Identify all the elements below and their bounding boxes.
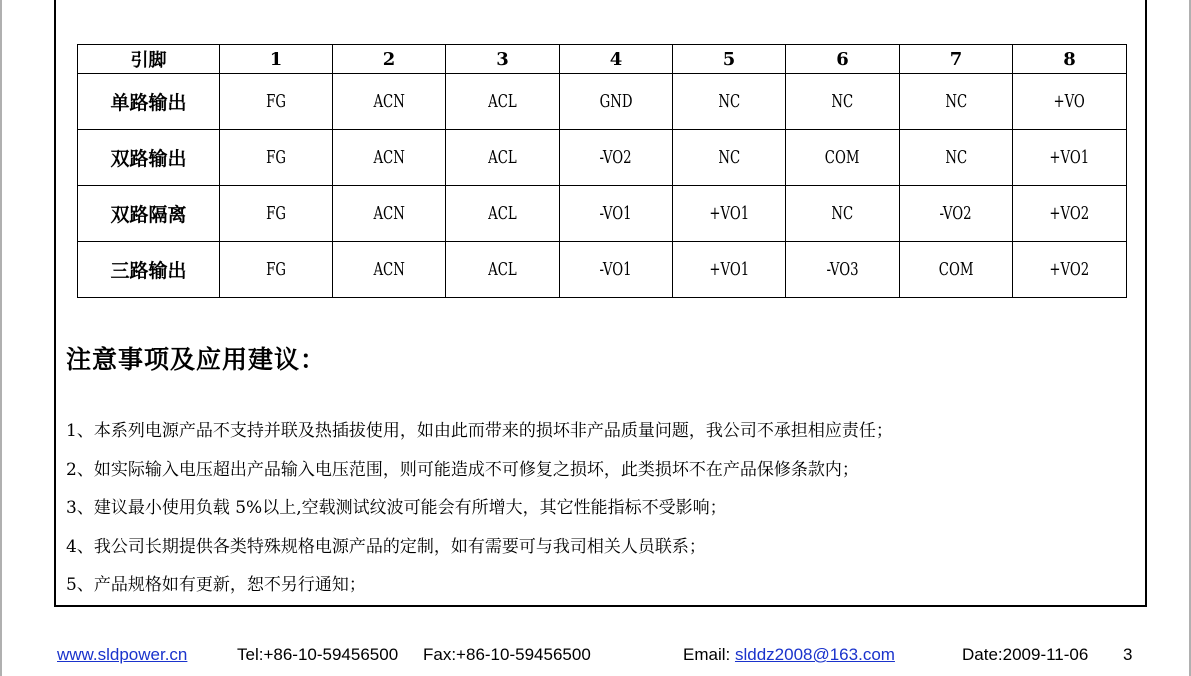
- table-cell: +VO: [1013, 74, 1127, 130]
- footer-email: [683, 645, 895, 665]
- table-cell: +VO2: [1013, 242, 1127, 298]
- note-item-1: 1、本系列电源产品不支持并联及热插拔使用，如由此而带来的损坏非产品质量问题，我公司不承担相应责任；: [66, 421, 893, 441]
- left-edge-line: [0, 0, 2, 676]
- header-cell: 4: [560, 45, 673, 74]
- row-label-triple-output: 三路输出: [78, 242, 220, 298]
- table-cell: ACL: [446, 242, 560, 298]
- table-cell: NC: [786, 186, 900, 242]
- table-cell: FG: [220, 74, 333, 130]
- table-cell: NC: [786, 74, 900, 130]
- website-link[interactable]: www.sldpower.cn: [57, 645, 188, 664]
- page-footer: [0, 645, 1191, 667]
- table-cell: ACN: [333, 242, 446, 298]
- table-cell: FG: [220, 186, 333, 242]
- table-cell: ACL: [446, 186, 560, 242]
- page-number: 3: [1123, 645, 1133, 664]
- table-cell: -VO1: [560, 186, 673, 242]
- header-cell: 3: [446, 45, 560, 74]
- footer-fax: Fax:+86-10-59456500: [423, 645, 591, 664]
- table-cell: -VO3: [786, 242, 900, 298]
- table-row: [78, 242, 1127, 298]
- table-cell: ACL: [446, 74, 560, 130]
- table-row: [78, 130, 1127, 186]
- footer-website: [57, 645, 187, 665]
- header-cell: 1: [220, 45, 333, 74]
- table-cell: COM: [786, 130, 900, 186]
- pin-assignment-table: [77, 44, 1127, 298]
- table-cell: -VO2: [560, 130, 673, 186]
- notes-list: [66, 412, 1136, 605]
- header-cell: 5: [673, 45, 786, 74]
- header-cell: 8: [1013, 45, 1127, 74]
- notes-section-title: 注意事项及应用建议：: [66, 345, 327, 374]
- header-cell-pin: 引脚: [78, 45, 220, 74]
- table-cell: GND: [560, 74, 673, 130]
- table-row: [78, 74, 1127, 130]
- table-cell: ACN: [333, 74, 446, 130]
- table-cell: ACN: [333, 130, 446, 186]
- table-cell: NC: [900, 130, 1013, 186]
- table-cell: COM: [900, 242, 1013, 298]
- table-cell: ACL: [446, 130, 560, 186]
- row-label-single-output: 单路输出: [78, 74, 220, 130]
- note-item-5: 5、产品规格如有更新，恕不另行通知；: [66, 575, 366, 595]
- table-cell: +VO2: [1013, 186, 1127, 242]
- note-item-2: 2、如实际输入电压超出产品输入电压范围，则可能造成不可修复之损坏，此类损坏不在产品保修条款内；: [66, 459, 859, 480]
- footer-tel: Tel:+86-10-59456500: [237, 645, 399, 664]
- header-cell: 6: [786, 45, 900, 74]
- table-row: [78, 186, 1127, 242]
- note-item-3: 3、建议最小使用负载 5%以上,空载测试纹波可能会有所增大，其它性能指标不受影响；: [66, 498, 727, 518]
- table-cell: +VO1: [1013, 130, 1127, 186]
- table-cell: -VO2: [900, 186, 1013, 242]
- table-cell: FG: [220, 130, 333, 186]
- table-cell: +VO1: [673, 242, 786, 298]
- table-cell: NC: [673, 74, 786, 130]
- note-item-4: 4、我公司长期提供各类特殊规格电源产品的定制，如有需要可与我司相关人员联系；: [66, 536, 706, 557]
- header-cell: 2: [333, 45, 446, 74]
- table-cell: NC: [900, 74, 1013, 130]
- table-cell: NC: [673, 130, 786, 186]
- table-cell: ACN: [333, 186, 446, 242]
- table-cell: +VO1: [673, 186, 786, 242]
- header-cell: 7: [900, 45, 1013, 74]
- email-link[interactable]: slddz2008@163.com: [734, 645, 895, 664]
- table-cell: -VO1: [560, 242, 673, 298]
- table-header-row: [78, 45, 1127, 74]
- table-cell: FG: [220, 242, 333, 298]
- row-label-dual-isolated: 双路隔离: [78, 186, 220, 242]
- row-label-dual-output: 双路输出: [78, 130, 220, 186]
- email-label: Email:: [683, 645, 735, 664]
- footer-date: Date:2009-11-06: [962, 645, 1089, 664]
